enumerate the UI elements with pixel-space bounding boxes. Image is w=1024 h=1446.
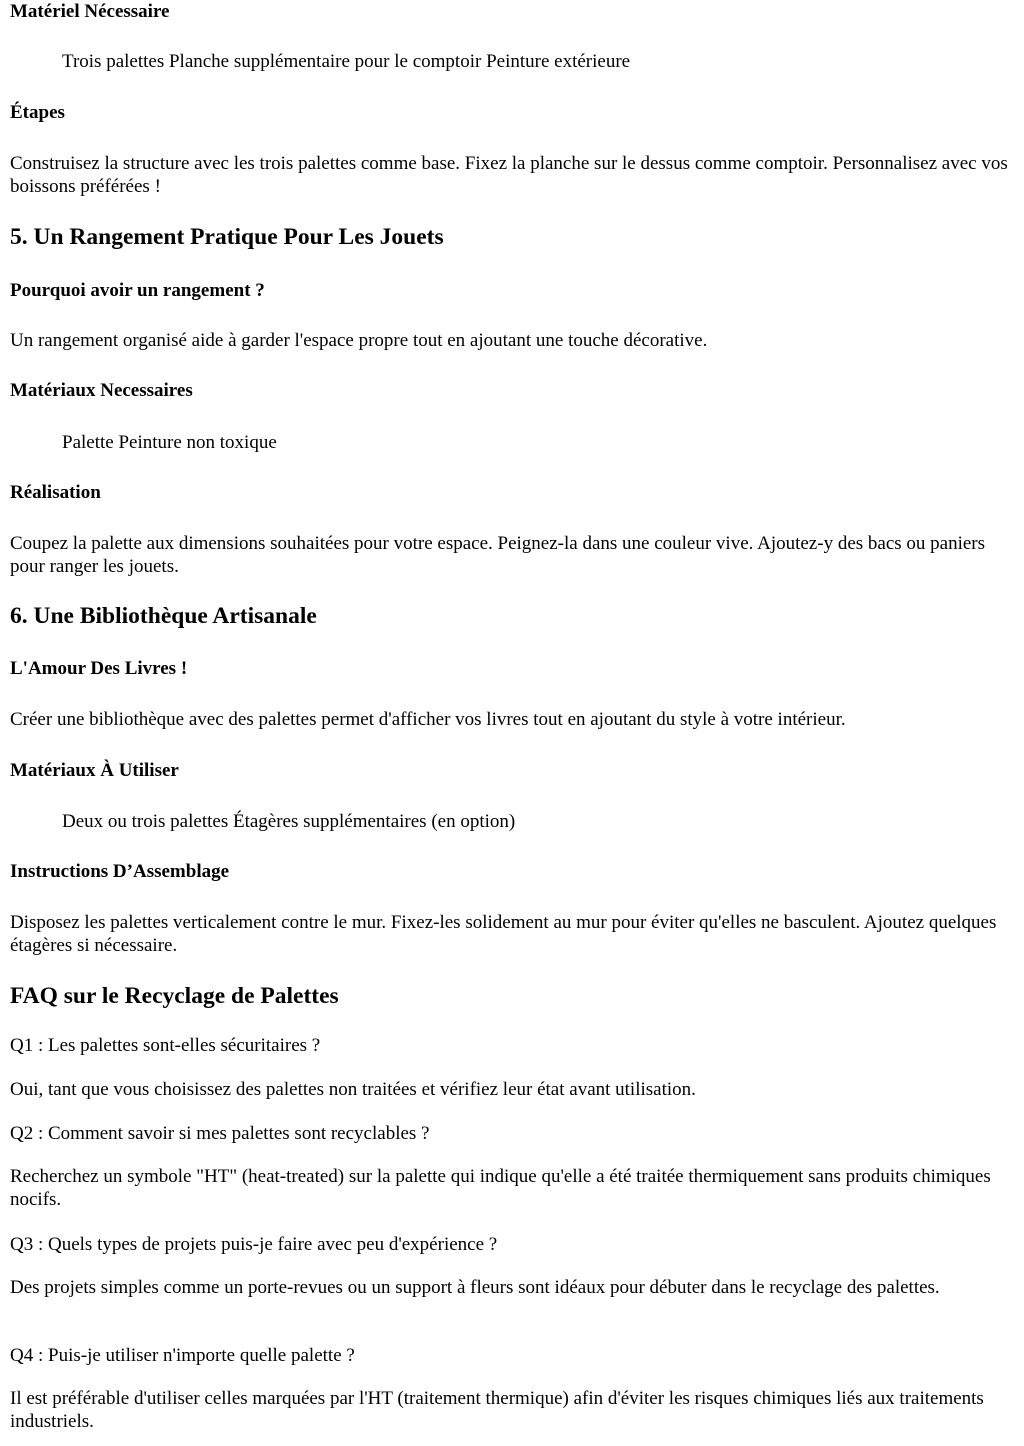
bookshelf-materials-heading: Matériaux À Utiliser: [10, 760, 179, 781]
why-storage-heading: Pourquoi avoir un rangement ?: [10, 280, 265, 301]
why-storage-text: Un rangement organisé aide à garder l'espace propre tout en ajoutant une touche décorative.: [10, 330, 708, 351]
storage-howto-text: Coupez la palette aux dimensions souhaitées pour votre espace. Peignez-la dans une couleur vive. Ajoutez-y des bacs ou paniers pour ranger les jouets.: [10, 533, 986, 577]
section-title-bookshelf: 6. Une Bibliothèque Artisanale: [10, 603, 317, 629]
faq-title: FAQ sur le Recyclage de Palettes: [10, 983, 339, 1009]
section-title-toy-storage: 5. Un Rangement Pratique Pour Les Jouets: [10, 224, 444, 250]
faq-question: Q4 : Puis-je utiliser n'importe quelle palette ?: [10, 1345, 355, 1366]
faq-answer: Recherchez un symbole "HT" (heat-treated) sur la palette qui indique qu'elle a été traitée thermiquement sans produits chimiques nocifs.: [10, 1166, 991, 1210]
storage-howto-heading: Réalisation: [10, 482, 101, 503]
faq-question: Q3 : Quels types de projets puis-je faire avec peu d'expérience ?: [10, 1234, 498, 1255]
faq-answer: Oui, tant que vous choisissez des palettes non traitées et vérifiez leur état avant utilisation.: [10, 1079, 696, 1100]
faq-answer: Il est préférable d'utiliser celles marquées par l'HT (traitement thermique) afin d'éviter les risques chimiques liés aux traitements industriels.: [10, 1388, 984, 1432]
materials-heading-bar: Matériel Nécessaire: [10, 1, 170, 22]
book-love-heading: L'Amour Des Livres !: [10, 658, 188, 679]
book-love-text: Créer une bibliothèque avec des palettes permet d'afficher vos livres tout en ajoutant du style à votre intérieur.: [10, 709, 846, 730]
faq-question: Q1 : Les palettes sont-elles sécuritaires ?: [10, 1035, 321, 1056]
steps-heading-bar: Étapes: [10, 102, 65, 123]
steps-text-bar: Construisez la structure avec les trois palettes comme base. Fixez la planche sur le dessus comme comptoir. Personnalisez avec vos boissons préférées !: [10, 153, 1008, 197]
assembly-heading: Instructions D’Assemblage: [10, 861, 230, 882]
bookshelf-materials-list: Deux ou trois palettes Étagères supplémentaires (en option): [62, 811, 516, 832]
storage-materials-list: Palette Peinture non toxique: [62, 432, 277, 453]
faq-answer: Des projets simples comme un porte-revues ou un support à fleurs sont idéaux pour débuter dans le recyclage des palettes.: [10, 1277, 940, 1298]
assembly-text: Disposez les palettes verticalement contre le mur. Fixez-les solidement au mur pour éviter qu'elles ne basculent. Ajoutez quelques étagères si nécessaire.: [10, 912, 997, 956]
faq-question: Q2 : Comment savoir si mes palettes sont recyclables ?: [10, 1123, 430, 1144]
materials-list-bar: Trois palettes Planche supplémentaire pour le comptoir Peinture extérieure: [62, 51, 631, 72]
storage-materials-heading: Matériaux Necessaires: [10, 380, 193, 401]
